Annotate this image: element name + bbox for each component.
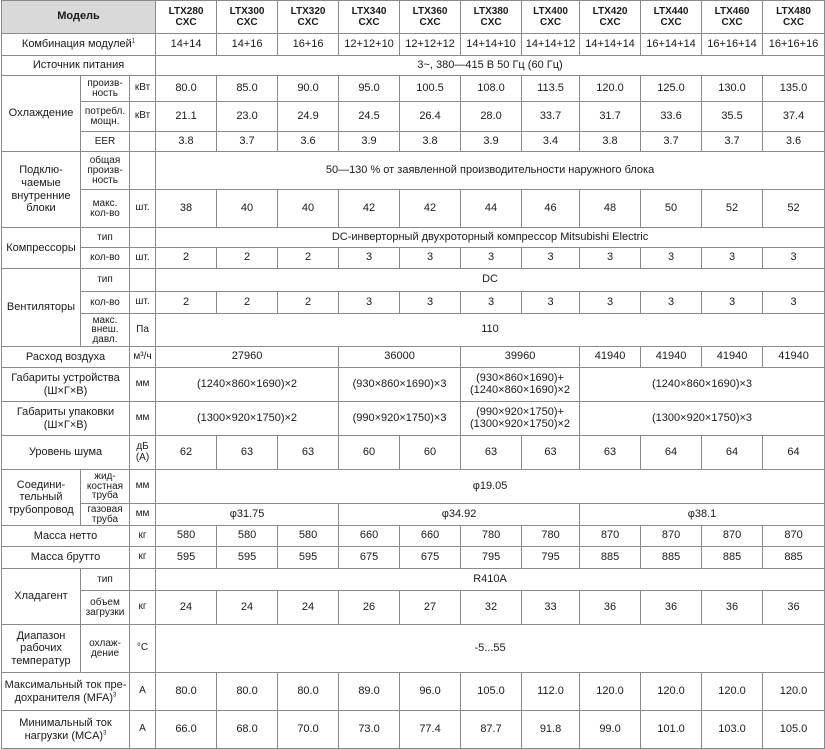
unit: А [130, 673, 156, 711]
combo-value: 14+14+14 [580, 34, 641, 56]
fan-count-value: 3 [763, 292, 825, 314]
fans-label: Вентиляторы [2, 269, 81, 347]
cooling-consumption-value: 31.7 [580, 102, 641, 132]
dims-pack-row [2, 402, 825, 436]
dims-pack-value: (990×920×1750)+ (1300×920×1750)×2 [461, 402, 580, 436]
gross-weight-value: 675 [400, 547, 461, 569]
dims-unit-value: (1240×860×1690)×3 [580, 368, 825, 402]
unit: кВт [130, 76, 156, 102]
unit: шт. [130, 190, 156, 228]
mca-value: 70.0 [278, 711, 339, 749]
mca-value: 101.0 [641, 711, 702, 749]
eer-value: 3.9 [461, 132, 522, 152]
combo-value: 14+16 [217, 34, 278, 56]
cooling-consumption-value: 37.4 [763, 102, 825, 132]
unit: дБ (А) [130, 436, 156, 470]
refrigerant-charge-value: 36 [580, 591, 641, 625]
net-weight-value: 870 [580, 526, 641, 547]
fan-pressure-value: 110 [156, 314, 825, 347]
refrigerant-type-value: R410A [156, 569, 825, 591]
empty-unit [130, 228, 156, 248]
refrigerant-charge-row [2, 591, 825, 625]
fan-count-value: 2 [217, 292, 278, 314]
indoor-total-row [2, 152, 825, 190]
indoor-max-label: макс. кол-во [81, 190, 130, 228]
eer-value: 3.7 [641, 132, 702, 152]
combo-value: 16+16 [278, 34, 339, 56]
piping-liquid-row [2, 470, 825, 504]
fan-pressure-label: макс. внеш. давл. [81, 314, 130, 347]
mfa-value: 89.0 [339, 673, 400, 711]
refrigerant-charge-value: 27 [400, 591, 461, 625]
compressor-count-row [2, 248, 825, 269]
mfa-value: 120.0 [702, 673, 763, 711]
cooling-consumption-value: 23.0 [217, 102, 278, 132]
net-weight-label: Масса нетто [2, 526, 130, 547]
cooling-capacity-value: 135.0 [763, 76, 825, 102]
cooling-consumption-label: потребл. мощн. [81, 102, 130, 132]
mca-value: 105.0 [763, 711, 825, 749]
cooling-capacity-value: 90.0 [278, 76, 339, 102]
dims-pack-value: (1300×920×1750)×2 [156, 402, 339, 436]
cooling-capacity-value: 80.0 [156, 76, 217, 102]
temp-range-mode-label: охлаж-дение [81, 625, 130, 673]
gross-weight-row [2, 547, 825, 569]
refrigerant-type-row [2, 569, 825, 591]
indoor-max-value: 40 [217, 190, 278, 228]
noise-value: 64 [763, 436, 825, 470]
unit: м³/ч [130, 347, 156, 368]
cooling-consumption-value: 33.6 [641, 102, 702, 132]
combo-value: 16+16+14 [702, 34, 763, 56]
noise-value: 64 [702, 436, 763, 470]
model-name: LTX480 CXC [763, 1, 825, 34]
mfa-value: 105.0 [461, 673, 522, 711]
model-header-row [2, 1, 825, 34]
piping-gas-value: φ31.75 [156, 504, 339, 526]
unit: °С [130, 625, 156, 673]
cooling-capacity-value: 125.0 [641, 76, 702, 102]
cooling-capacity-value: 100.5 [400, 76, 461, 102]
dims-pack-value: (990×920×1750)×3 [339, 402, 461, 436]
airflow-row [2, 347, 825, 368]
fan-count-value: 3 [522, 292, 580, 314]
power-row [2, 56, 825, 76]
cooling-capacity-value: 120.0 [580, 76, 641, 102]
cooling-capacity-label: произв-ность [81, 76, 130, 102]
fan-type-row [2, 269, 825, 292]
noise-label: Уровень шума [2, 436, 130, 470]
mfa-value: 96.0 [400, 673, 461, 711]
indoor-max-value: 44 [461, 190, 522, 228]
fan-count-value: 2 [278, 292, 339, 314]
temp-range-row [2, 625, 825, 673]
indoor-max-value: 48 [580, 190, 641, 228]
mca-value: 66.0 [156, 711, 217, 749]
airflow-value: 41940 [641, 347, 702, 368]
piping-gas-value: φ38.1 [580, 504, 825, 526]
compressor-type-value: DC-инверторный двухроторный компрессор Mitsubishi Electric [156, 228, 825, 248]
mca-label: Минимальный ток нагрузки (MCA)$^3$ [2, 711, 130, 749]
eer-value: 3.7 [217, 132, 278, 152]
model-name: LTX440 CXC [641, 1, 702, 34]
airflow-value: 39960 [461, 347, 580, 368]
noise-value: 64 [641, 436, 702, 470]
empty-unit [130, 132, 156, 152]
indoor-label: Подклю-чаемые внутренние блоки [2, 152, 81, 228]
fan-type-label: тип [81, 269, 130, 292]
temp-range-value: -5...55 [156, 625, 825, 673]
dims-unit-value: (930×860×1690)×3 [339, 368, 461, 402]
eer-value: 3.7 [702, 132, 763, 152]
piping-liquid-value: φ19.05 [156, 470, 825, 504]
compressor-count-value: 2 [217, 248, 278, 269]
model-name: LTX360 CXC [400, 1, 461, 34]
refrigerant-charge-value: 24 [278, 591, 339, 625]
fan-count-value: 3 [400, 292, 461, 314]
unit: шт. [130, 292, 156, 314]
airflow-value: 36000 [339, 347, 461, 368]
mfa-value: 120.0 [763, 673, 825, 711]
gross-weight-value: 885 [641, 547, 702, 569]
cooling-consumption-value: 26.4 [400, 102, 461, 132]
cooling-consumption-row [2, 102, 825, 132]
noise-row [2, 436, 825, 470]
compressors-label: Компрессоры [2, 228, 81, 269]
compressor-count-value: 3 [522, 248, 580, 269]
model-name: LTX340 CXC [339, 1, 400, 34]
noise-value: 63 [580, 436, 641, 470]
indoor-max-value: 42 [400, 190, 461, 228]
unit: кг [130, 526, 156, 547]
model-name: LTX400 CXC [522, 1, 580, 34]
cooling-capacity-value: 108.0 [461, 76, 522, 102]
mca-value: 91.8 [522, 711, 580, 749]
refrigerant-charge-value: 36 [641, 591, 702, 625]
mfa-label: Максимальный ток пре-дохранителя (MFA)$^3$ [2, 673, 130, 711]
eer-value: 3.8 [580, 132, 641, 152]
compressor-count-value: 3 [339, 248, 400, 269]
fan-count-row [2, 292, 825, 314]
compressor-type-row [2, 228, 825, 248]
eer-value: 3.6 [278, 132, 339, 152]
model-name: LTX300 CXC [217, 1, 278, 34]
model-header-label: Модель [2, 1, 156, 34]
eer-value: 3.9 [339, 132, 400, 152]
fan-count-value: 3 [641, 292, 702, 314]
indoor-total-label: общая произв-ность [81, 152, 130, 190]
model-name: LTX280 CXC [156, 1, 217, 34]
airflow-value: 27960 [156, 347, 339, 368]
net-weight-value: 580 [156, 526, 217, 547]
mca-value: 99.0 [580, 711, 641, 749]
piping-gas-value: φ34.92 [339, 504, 580, 526]
indoor-max-value: 52 [702, 190, 763, 228]
net-weight-row [2, 526, 825, 547]
dims-pack-label: Габариты упаковки (Ш×Г×В) [2, 402, 130, 436]
compressor-count-value: 2 [278, 248, 339, 269]
unit: мм [130, 402, 156, 436]
net-weight-value: 780 [522, 526, 580, 547]
gross-weight-value: 675 [339, 547, 400, 569]
fan-type-value: DC [156, 269, 825, 292]
combo-value: 14+14 [156, 34, 217, 56]
refrigerant-charge-label: объем загрузки [81, 591, 130, 625]
eer-value: 3.8 [156, 132, 217, 152]
mca-value: 87.7 [461, 711, 522, 749]
compressor-count-value: 3 [461, 248, 522, 269]
mfa-value: 80.0 [156, 673, 217, 711]
dims-unit-value: (1240×860×1690)×2 [156, 368, 339, 402]
gross-weight-value: 795 [461, 547, 522, 569]
indoor-max-row [2, 190, 825, 228]
gross-weight-value: 885 [763, 547, 825, 569]
gross-weight-value: 885 [580, 547, 641, 569]
combo-value: 14+14+12 [522, 34, 580, 56]
eer-value: 3.8 [400, 132, 461, 152]
mca-value: 77.4 [400, 711, 461, 749]
eer-value: 3.4 [522, 132, 580, 152]
mfa-value: 112.0 [522, 673, 580, 711]
combo-row [2, 34, 825, 56]
model-name: LTX460 CXC [702, 1, 763, 34]
compressor-count-value: 3 [580, 248, 641, 269]
dims-unit-value: (930×860×1690)+ (1240×860×1690)×2 [461, 368, 580, 402]
fan-count-value: 3 [339, 292, 400, 314]
mfa-value: 80.0 [217, 673, 278, 711]
gross-weight-label: Масса брутто [2, 547, 130, 569]
model-name: LTX380 CXC [461, 1, 522, 34]
combo-value: 16+14+14 [641, 34, 702, 56]
dims-unit-row [2, 368, 825, 402]
piping-gas-row [2, 504, 825, 526]
net-weight-value: 580 [217, 526, 278, 547]
gross-weight-value: 595 [278, 547, 339, 569]
noise-value: 60 [400, 436, 461, 470]
empty-unit [130, 152, 156, 190]
combo-value: 12+12+12 [400, 34, 461, 56]
model-name: LTX320 CXC [278, 1, 339, 34]
cooling-consumption-value: 24.5 [339, 102, 400, 132]
indoor-total-value: 50—130 % от заявленной производительности наружного блока [156, 152, 825, 190]
compressor-count-label: кол-во [81, 248, 130, 269]
refrigerant-charge-value: 33 [522, 591, 580, 625]
cooling-capacity-value: 95.0 [339, 76, 400, 102]
mfa-value: 120.0 [580, 673, 641, 711]
fan-count-value: 3 [702, 292, 763, 314]
net-weight-value: 580 [278, 526, 339, 547]
power-label: Источник питания [2, 56, 156, 76]
temp-range-label: Диапазон рабочих температур [2, 625, 81, 673]
cooling-capacity-value: 113.5 [522, 76, 580, 102]
net-weight-value: 780 [461, 526, 522, 547]
empty-unit [130, 569, 156, 591]
refrigerant-type-label: тип [81, 569, 130, 591]
cooling-consumption-value: 33.7 [522, 102, 580, 132]
eer-value: 3.6 [763, 132, 825, 152]
fan-count-value: 3 [461, 292, 522, 314]
unit: мм [130, 504, 156, 526]
cooling-consumption-value: 24.9 [278, 102, 339, 132]
mca-value: 68.0 [217, 711, 278, 749]
unit: Па [130, 314, 156, 347]
indoor-max-value: 52 [763, 190, 825, 228]
noise-value: 60 [339, 436, 400, 470]
gross-weight-value: 595 [217, 547, 278, 569]
net-weight-value: 660 [339, 526, 400, 547]
combo-value: 12+12+10 [339, 34, 400, 56]
empty-unit [130, 269, 156, 292]
compressor-count-value: 3 [400, 248, 461, 269]
cooling-eer-row [2, 132, 825, 152]
refrigerant-charge-value: 24 [156, 591, 217, 625]
indoor-max-value: 46 [522, 190, 580, 228]
unit: шт. [130, 248, 156, 269]
cooling-capacity-value: 85.0 [217, 76, 278, 102]
refrigerant-charge-value: 24 [217, 591, 278, 625]
indoor-max-value: 38 [156, 190, 217, 228]
mfa-row [2, 673, 825, 711]
airflow-value: 41940 [580, 347, 641, 368]
indoor-max-value: 50 [641, 190, 702, 228]
airflow-value: 41940 [763, 347, 825, 368]
noise-value: 63 [217, 436, 278, 470]
unit: кг [130, 547, 156, 569]
noise-value: 63 [278, 436, 339, 470]
gross-weight-value: 795 [522, 547, 580, 569]
refrigerant-label: Хладагент [2, 569, 81, 625]
fan-count-value: 2 [156, 292, 217, 314]
compressor-type-label: тип [81, 228, 130, 248]
cooling-label: Охлаждение [2, 76, 81, 152]
airflow-label: Расход воздуха [2, 347, 130, 368]
cooling-capacity-value: 130.0 [702, 76, 763, 102]
model-name: LTX420 CXC [580, 1, 641, 34]
compressor-count-value: 3 [641, 248, 702, 269]
unit: мм [130, 470, 156, 504]
cooling-consumption-value: 35.5 [702, 102, 763, 132]
airflow-value: 41940 [702, 347, 763, 368]
indoor-max-value: 42 [339, 190, 400, 228]
refrigerant-charge-value: 26 [339, 591, 400, 625]
combo-value: 14+14+10 [461, 34, 522, 56]
unit: мм [130, 368, 156, 402]
dims-pack-value: (1300×920×1750)×3 [580, 402, 825, 436]
indoor-max-value: 40 [278, 190, 339, 228]
fan-count-label: кол-во [81, 292, 130, 314]
power-value: 3~, 380—415 В 50 Гц (60 Гц) [156, 56, 825, 76]
combo-value: 16+16+16 [763, 34, 825, 56]
compressor-count-value: 2 [156, 248, 217, 269]
mca-row [2, 711, 825, 749]
refrigerant-charge-value: 36 [763, 591, 825, 625]
cooling-consumption-value: 21.1 [156, 102, 217, 132]
gross-weight-value: 885 [702, 547, 763, 569]
mfa-value: 120.0 [641, 673, 702, 711]
gross-weight-value: 595 [156, 547, 217, 569]
dims-unit-label: Габариты устройства (Ш×Г×В) [2, 368, 130, 402]
noise-value: 63 [461, 436, 522, 470]
piping-gas-label: газовая труба [81, 504, 130, 526]
compressor-count-value: 3 [763, 248, 825, 269]
net-weight-value: 870 [763, 526, 825, 547]
refrigerant-charge-value: 36 [702, 591, 763, 625]
unit: кВт [130, 102, 156, 132]
unit: А [130, 711, 156, 749]
net-weight-value: 870 [641, 526, 702, 547]
fan-count-value: 3 [580, 292, 641, 314]
unit: кг [130, 591, 156, 625]
specification-table [1, 0, 825, 749]
refrigerant-charge-value: 32 [461, 591, 522, 625]
mca-value: 103.0 [702, 711, 763, 749]
eer-label: EER [81, 132, 130, 152]
fan-pressure-row [2, 314, 825, 347]
noise-value: 63 [522, 436, 580, 470]
piping-label: Соедини-тельный трубопровод [2, 470, 81, 526]
net-weight-value: 870 [702, 526, 763, 547]
mfa-value: 80.0 [278, 673, 339, 711]
mca-value: 73.0 [339, 711, 400, 749]
net-weight-value: 660 [400, 526, 461, 547]
piping-liquid-label: жид-костная труба [81, 470, 130, 504]
combo-label: Комбинация модулей$^1$ [2, 34, 156, 56]
cooling-consumption-value: 28.0 [461, 102, 522, 132]
cooling-capacity-row [2, 76, 825, 102]
noise-value: 62 [156, 436, 217, 470]
compressor-count-value: 3 [702, 248, 763, 269]
